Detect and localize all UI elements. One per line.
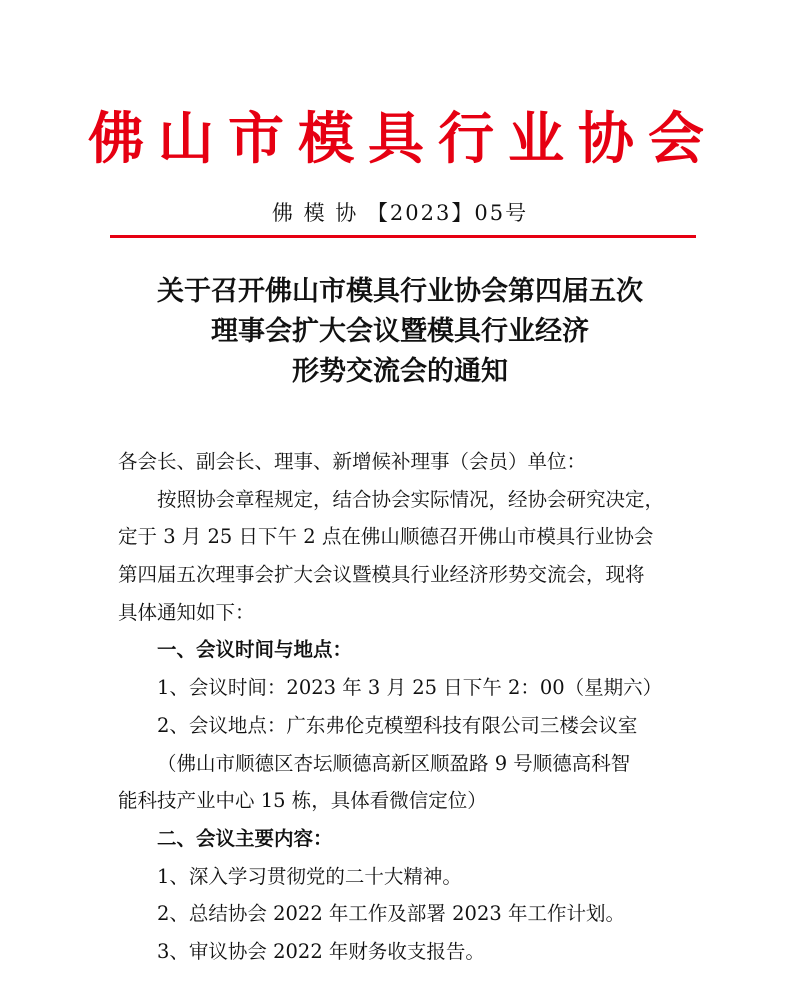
intro-line-3: 第四届五次理事会扩大会议暨模具行业经济形势交流会，现将 (118, 563, 645, 587)
section-heading-time-place: 一、会议时间与地点： (157, 638, 353, 662)
notice-title-line-2: 理事会扩大会议暨模具行业经济 (211, 316, 589, 347)
notice-title-line-1: 关于召开佛山市模具行业协会第四届五次 (157, 276, 643, 307)
meeting-time: 1、会议时间：2023 年 3 月 25 日下午 2：00（星期六） (157, 676, 663, 700)
agenda-item-3: 3、审议协会 2022 年财务收支报告。 (157, 939, 485, 963)
organization-title: 佛山市模具行业协会 (88, 106, 718, 172)
salutation: 各会长、副会长、理事、新增候补理事（会员）单位： (118, 450, 587, 473)
intro-line-2: 定于 3 月 25 日下午 2 点在佛山顺德召开佛山市模具行业协会 (118, 525, 654, 549)
meeting-address-line-2: 能科技产业中心 15 栋，具体看微信定位） (118, 789, 487, 813)
agenda-item-1: 1、深入学习贯彻党的二十大精神。 (157, 864, 462, 888)
notice-title-line-3: 形势交流会的通知 (292, 356, 508, 387)
intro-line-1: 按照协会章程规定，结合协会实际情况，经协会研究决定， (157, 487, 665, 511)
meeting-place: 2、会议地点：广东弗伦克模塑科技有限公司三楼会议室 (157, 713, 638, 737)
notice-body (118, 443, 698, 971)
intro-line-4: 具体通知如下： (118, 600, 255, 624)
document-number: 佛 模 协 【2023】05号 (271, 201, 529, 225)
meeting-address-line-1: （佛山市顺德区杏坛顺德高新区顺盈路 9 号顺德高科智 (157, 751, 631, 775)
notice-title (0, 272, 800, 392)
agenda-item-2: 2、总结协会 2022 年工作及部署 2023 年工作计划。 (157, 902, 625, 926)
red-divider-line (110, 235, 696, 238)
section-heading-agenda: 二、会议主要内容： (157, 826, 333, 850)
